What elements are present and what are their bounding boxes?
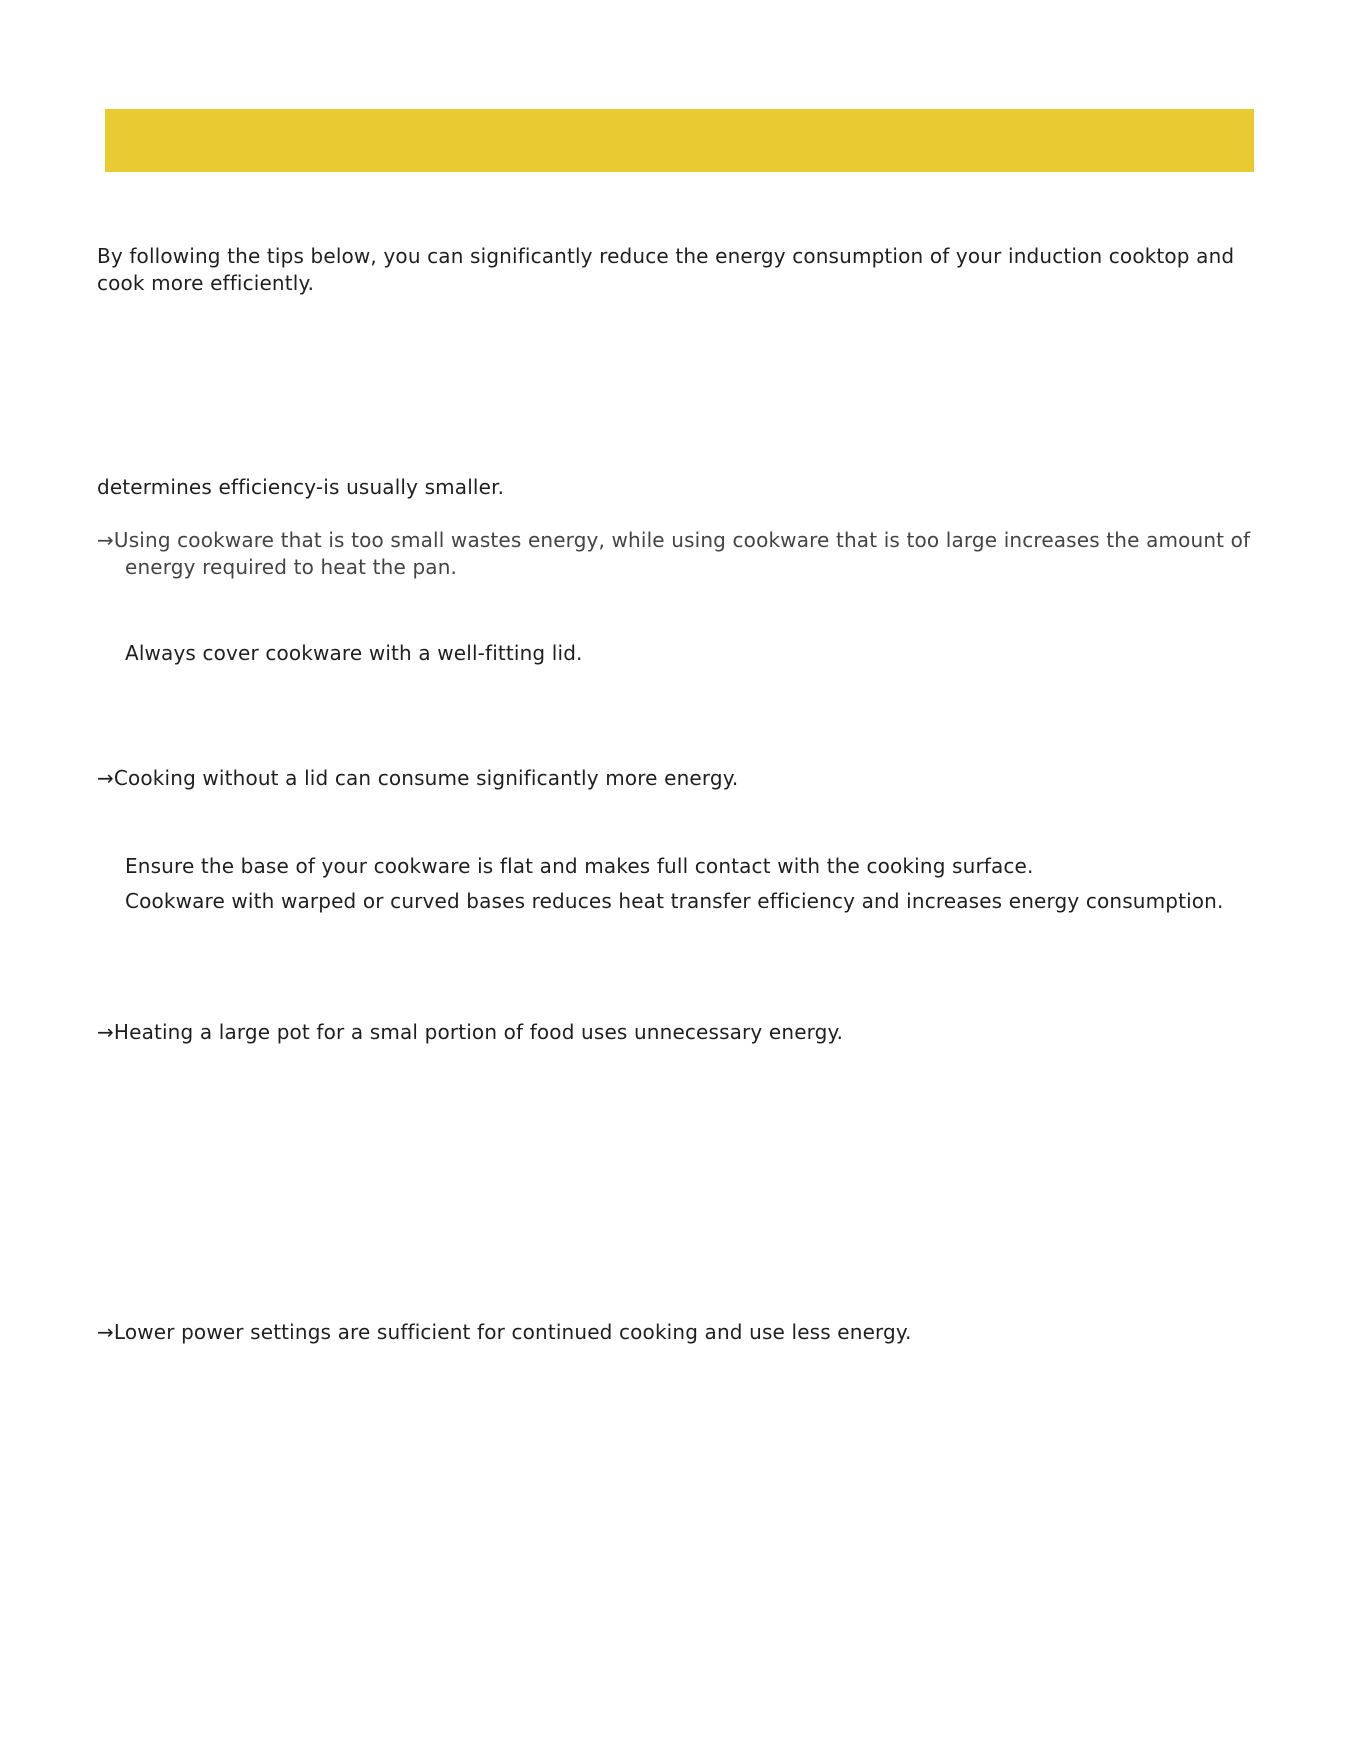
pot-note-text: Heating a large pot for a smal portion of food uses unnecessary energy.: [113, 1020, 844, 1044]
arrow-icon: →: [97, 528, 114, 552]
intro-line-1: By following the tips below, you can significantly reduce the energy consumption of your induction cooktop and: [97, 244, 1235, 268]
power-note-text: Lower power settings are sufficient for continued cooking and use less energy.: [113, 1320, 912, 1344]
cookware-size-note-line-2: energy required to heat the pan.: [125, 555, 458, 579]
lid-tip: Always cover cookware with a well-fitting lid.: [125, 641, 583, 665]
arrow-icon: →: [97, 766, 114, 790]
power-note: [97, 1319, 912, 1346]
cookware-size-note-line-1: [97, 527, 1250, 554]
base-tip-line-2: Cookware with warped or curved bases reduces heat transfer efficiency and increases energy consumption.: [125, 889, 1224, 913]
header-bar: [105, 109, 1254, 172]
efficiency-line: determines efficiency-is usually smaller.: [97, 475, 505, 499]
arrow-icon: →: [97, 1320, 114, 1344]
intro-line-2: cook more efficiently.: [97, 271, 315, 295]
lid-note-text: Cooking without a lid can consume significantly more energy.: [113, 766, 739, 790]
pot-note: [97, 1019, 843, 1046]
cookware-size-note-text: Using cookware that is too small wastes energy, while using cookware that is too large increases the amount of: [113, 528, 1251, 552]
base-tip-line-1: Ensure the base of your cookware is flat and makes full contact with the cooking surface.: [125, 854, 1034, 878]
arrow-icon: →: [97, 1020, 114, 1044]
lid-note: [97, 765, 738, 792]
